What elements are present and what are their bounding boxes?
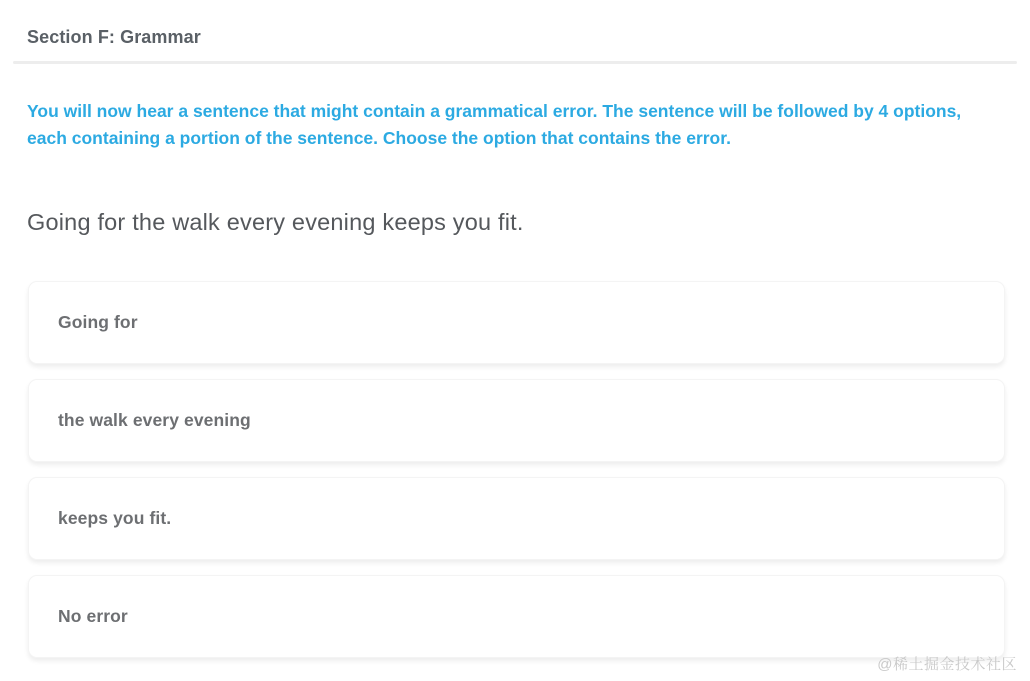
option-label: No error [58,606,128,626]
option-card-3[interactable] [28,477,1005,560]
section-title: Section F: Grammar [27,27,201,47]
option-card-2[interactable] [28,379,1005,462]
header-divider [13,61,1017,64]
question-sentence: Going for the walk every evening keeps you fit. [27,209,524,235]
option-label: keeps you fit. [58,508,172,528]
instructions-text: You will now hear a sentence that might contain a grammatical error. The sentence will be followed by 4 options, each containing a portion of the sentence. Choose the option that contains the error. [27,101,962,148]
watermark: @稀土掘金技术社区 [877,656,1017,673]
options-list [28,281,1005,673]
option-label: Going for [58,312,138,332]
option-card-4[interactable] [28,575,1005,658]
option-label: the walk every evening [58,410,251,430]
option-card-1[interactable] [28,281,1005,364]
